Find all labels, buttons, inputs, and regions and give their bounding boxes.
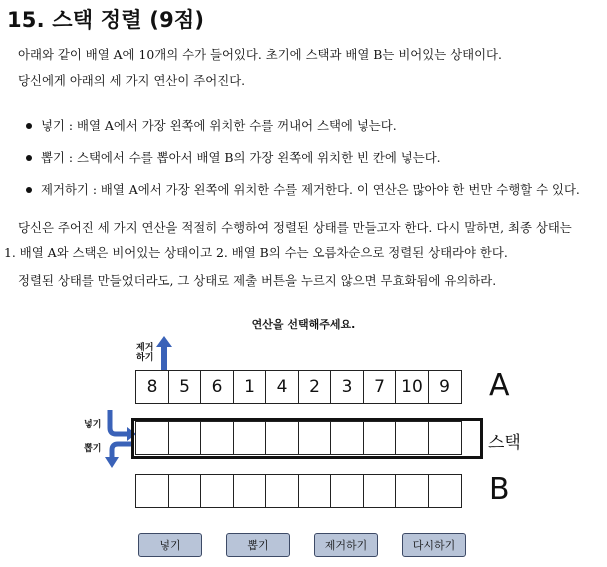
intro-paragraph: 아래와 같이 배열 A에 10개의 수가 들어있다. 초기에 스택과 배열 B는 비어있는 상태이다. <box>18 47 502 62</box>
array-b-cell <box>363 474 397 508</box>
stack-cell <box>168 421 202 455</box>
operation-push-desc: 넣기 : 배열 A에서 가장 왼쪽에 위치한 수를 꺼내어 스택에 넣는다. <box>26 116 397 134</box>
stack-cell <box>135 421 169 455</box>
array-a-cell: 1 <box>233 370 267 404</box>
goal-paragraph-2: 1. 배열 A와 스택은 비어있는 상태이고 2. 배열 B의 수는 오름차순으로 정렬된 상태라야 한다. <box>4 245 508 260</box>
reset-button[interactable]: 다시하기 <box>402 533 466 557</box>
pop-button[interactable]: 뽑기 <box>226 533 290 557</box>
remove-button[interactable]: 제거하기 <box>314 533 378 557</box>
stack-cell <box>395 421 429 455</box>
remove-arrow-icon <box>156 336 172 370</box>
array-a <box>135 370 460 404</box>
problem-title: 15. 스택 정렬 (9점) <box>7 8 205 32</box>
array-a-cell: 5 <box>168 370 202 404</box>
stack <box>135 421 460 455</box>
array-a-cell: 2 <box>298 370 332 404</box>
push-button[interactable]: 넣기 <box>138 533 202 557</box>
stack-cell <box>363 421 397 455</box>
array-a-cell: 6 <box>200 370 234 404</box>
bullet-icon <box>26 155 32 161</box>
operation-remove-desc: 제거하기 : 배열 A에서 가장 왼쪽에 위치한 수를 제거한다. 이 연산은 많아야 한 번만 수행할 수 있다. <box>26 180 580 198</box>
array-a-cell: 10 <box>395 370 429 404</box>
stack-label: 스택 <box>488 433 521 453</box>
stack-cell <box>298 421 332 455</box>
bullet-icon <box>26 123 32 129</box>
array-b-cell <box>330 474 364 508</box>
stack-cell <box>330 421 364 455</box>
array-b-cell <box>428 474 462 508</box>
array-a-cell: 4 <box>265 370 299 404</box>
push-arrow-label: 넣기 <box>84 420 102 430</box>
goal-paragraph: 당신은 주어진 세 가지 연산을 적절히 수행하여 정렬된 상태를 만들고자 한다. 다시 말하면, 최종 상태는 <box>18 220 572 235</box>
array-b <box>135 474 460 508</box>
array-b-cell <box>298 474 332 508</box>
array-b-cell <box>168 474 202 508</box>
array-b-cell <box>233 474 267 508</box>
array-a-cell: 7 <box>363 370 397 404</box>
array-b-cell <box>395 474 429 508</box>
array-b-cell <box>200 474 234 508</box>
remove-arrow-label: 제거 하기 <box>136 343 154 363</box>
array-a-cell: 9 <box>428 370 462 404</box>
array-b-label: B <box>489 472 510 507</box>
stack-cell <box>428 421 462 455</box>
operation-pop-desc: 뽑기 : 스택에서 수를 뽑아서 배열 B의 가장 왼쪽에 위치한 빈 칸에 넣는다. <box>26 148 441 166</box>
warning-paragraph: 정렬된 상태를 만들었더라도, 그 상태로 제출 버튼을 누르지 않으면 무효화됨에 유의하라. <box>18 273 497 288</box>
bullet-icon <box>26 187 32 193</box>
array-a-label: A <box>489 368 510 403</box>
array-b-cell <box>265 474 299 508</box>
stack-cell <box>200 421 234 455</box>
array-b-cell <box>135 474 169 508</box>
stack-cell <box>233 421 267 455</box>
array-a-cell: 8 <box>135 370 169 404</box>
stack-cell <box>265 421 299 455</box>
pop-arrow-label: 뽑기 <box>84 444 102 454</box>
array-a-cell: 3 <box>330 370 364 404</box>
intro-paragraph-2: 당신에게 아래의 세 가지 연산이 주어진다. <box>18 73 246 88</box>
operation-prompt: 연산을 선택해주세요. <box>251 318 356 331</box>
